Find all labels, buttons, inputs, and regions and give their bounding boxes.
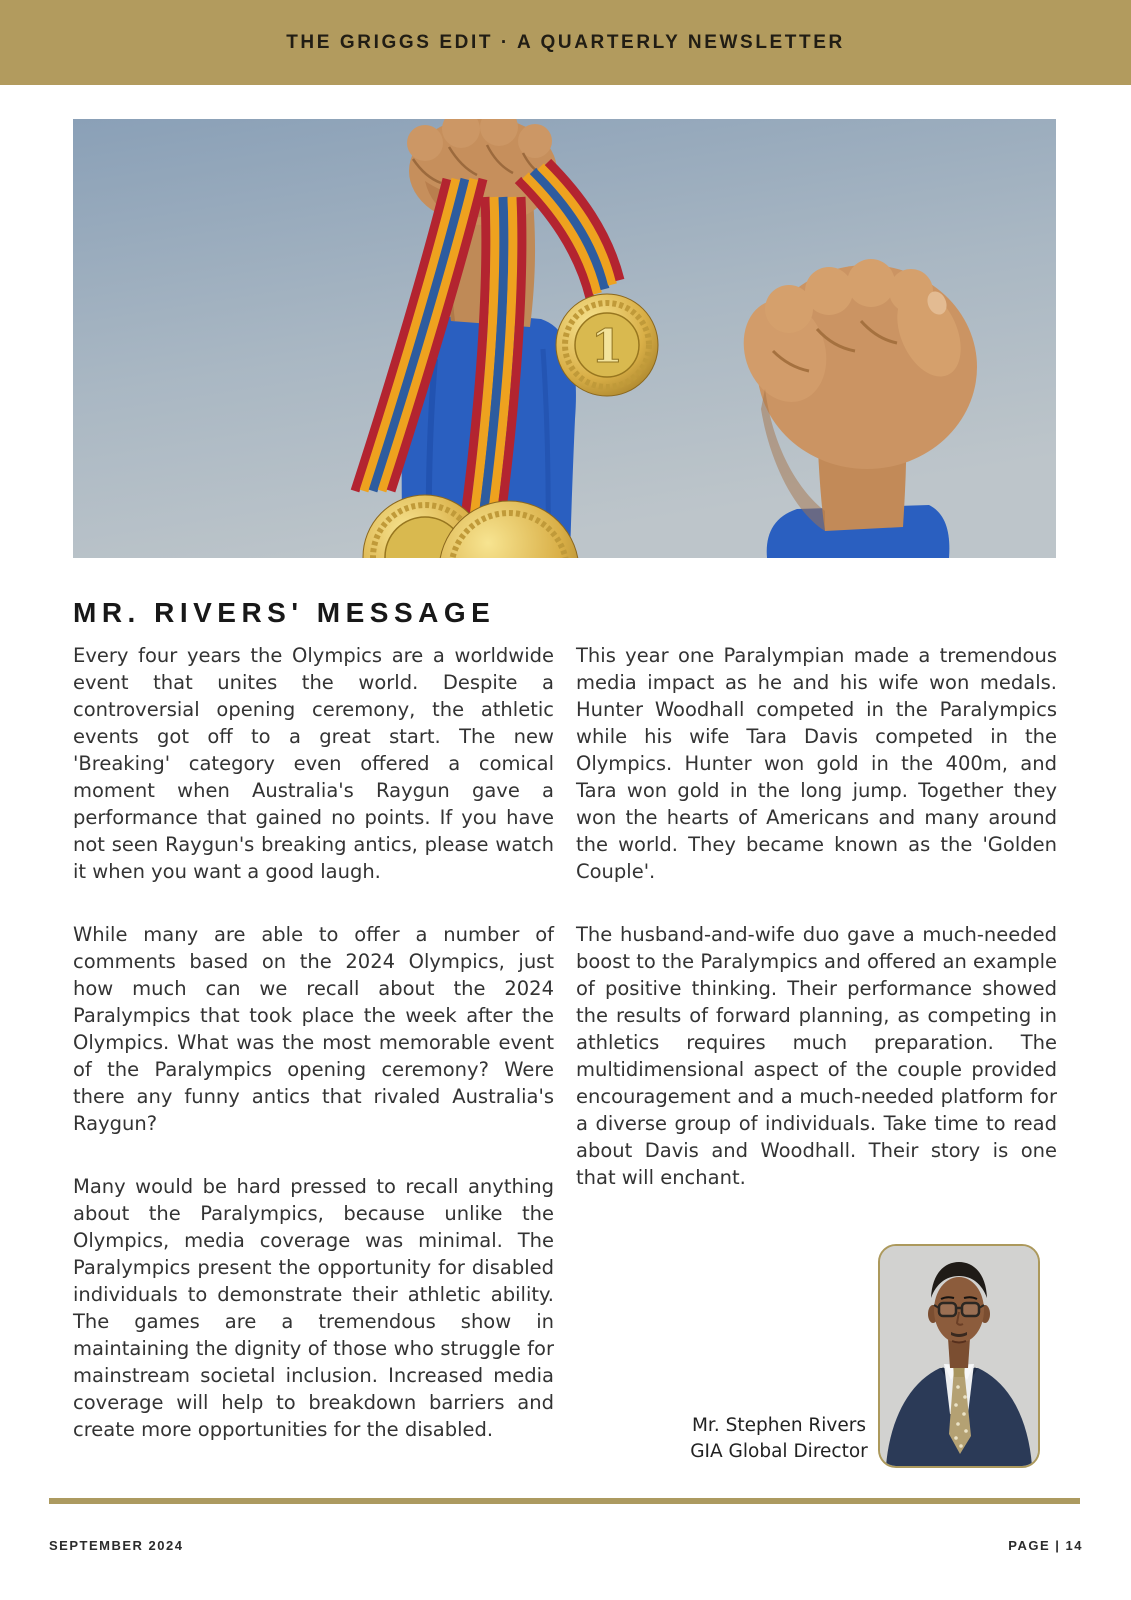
medal-number: 1: [590, 319, 624, 373]
footer-issue-date: SEPTEMBER 2024: [49, 1538, 184, 1553]
article-left-column: [73, 642, 554, 1443]
article-paragraph: While many are able to offer a number of comments based on the 2024 Olympics, just how much can we recall about the 2024 Paralympics that took place the week after the Olympics. What was the most memorable event of the Paralympics opening ceremony? Were there any funny antics that rivaled Australia's Raygun?: [73, 923, 554, 1135]
portrait-photo: [878, 1244, 1040, 1468]
hero-photo: [73, 119, 1056, 558]
portrait-caption-name: Mr. Stephen Rivers: [691, 1415, 867, 1436]
footer-rule: [49, 1498, 1080, 1504]
gold-medal-number-one: [556, 294, 658, 396]
portrait-caption-role: GIA Global Director: [690, 1441, 868, 1462]
footer-page-number: PAGE | 14: [1008, 1538, 1083, 1553]
stephen-rivers-portrait-illustration: [880, 1246, 1038, 1466]
medals-and-fists-illustration: [73, 119, 1056, 558]
article-paragraph: Many would be hard pressed to recall anything about the Paralympics, because unlike the Olympics, media coverage was minimal. The Paralympics present the opportunity for disabled individuals to demonstrate their athletic ability. The games are a tremendous show in maintaining the dignity of those who struggle for mainstream societal inclusion. Increased media coverage will help to breakdown barriers and create more opportunities for the disabled.: [73, 1175, 554, 1441]
article-paragraph: This year one Paralympian made a tremendous media impact as he and his wife won medals. Hunter Woodhall competed in the Paralympics while his wife Tara Davis competed in the Olympics. Hunter won gold in the 400m, and Tara won gold in the long jump. Together they won the hearts of Americans and many around the world. They became known as the 'Golden Couple'.: [576, 644, 1057, 883]
article-title: MR. RIVERS' MESSAGE: [73, 597, 496, 628]
header-band: [0, 0, 1131, 85]
portrait-caption: [664, 1413, 894, 1465]
newsletter-title: THE GRIGGS EDIT · A QUARTERLY NEWSLETTER: [286, 31, 845, 53]
article-paragraph: Every four years the Olympics are a worldwide event that unites the world. Despite a controversial opening ceremony, the athletic events got off to a great start. The new 'Breaking' category even offered a comical moment when Australia's Raygun gave a performance that gained no points. If you have not seen Raygun's breaking antics, please watch it when you want a good laugh.: [73, 644, 554, 883]
article-paragraph: The husband-and-wife duo gave a much-needed boost to the Paralympics and offered an example of positive thinking. Their performance showed the results of forward planning, as competing in athletics requires much preparation. The multidimensional aspect of the couple provided encouragement and a much-needed platform for a diverse group of individuals. Take time to read about Davis and Woodhall. Their story is one that will enchant.: [576, 923, 1057, 1189]
